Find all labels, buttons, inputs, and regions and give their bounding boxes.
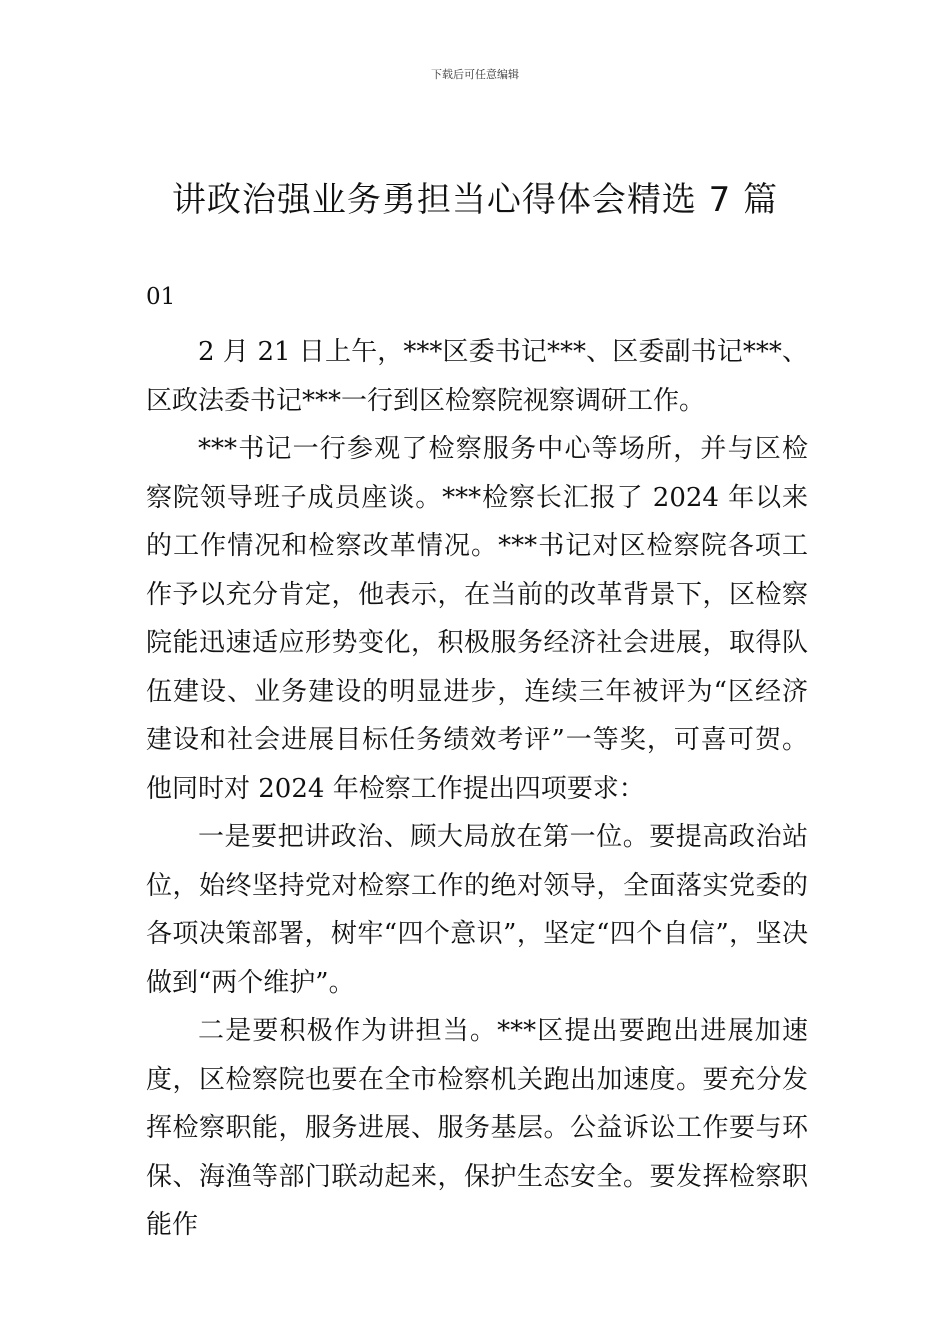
document-title: 讲政治强业务勇担当心得体会精选 7 篇 — [171, 180, 779, 220]
section-number: 01 — [146, 284, 176, 310]
body-text — [146, 328, 808, 1250]
paragraph: 二是要积极作为讲担当。***区提出要跑出进展加速度，区检察院也要在全市检察机关跑出加速度。要充分发挥检察职能，服务进展、服务基层。公益诉讼工作要与环保、海渔等部门联动起来，保护生态安全。要发挥检察职能作 — [146, 1016, 808, 1240]
header-note: 下载后可任意编辑 — [431, 68, 519, 81]
paragraph: 一是要把讲政治、顾大局放在第一位。要提高政治站位，始终坚持党对检察工作的绝对领导，全面落实党委的各项决策部署，树牢“四个意识”，坚定“四个自信”，坚决做到“两个维护”。 — [146, 822, 808, 998]
paragraph: ***书记一行参观了检察服务中心等场所，并与区检察院领导班子成员座谈。***检察长汇报了 2024 年以来的工作情况和检察改革情况。***书记对区检察院各项工作予以充分肯定，他表示，在当前的改革背景下，区检察院能迅速适应形势变化，积极服务经济社会进展，取得队伍建设、业务建设的明显进步，连续三年被评为“区经济建设和社会进展目标任务绩效考评”一等奖，可喜可贺。他同时对 2024 年检察工作提出四项要求： — [146, 434, 808, 804]
paragraph: 2 月 21 日上午，***区委书记***、区委副书记***、区政法委书记***一行到区检察院视察调研工作。 — [146, 337, 808, 416]
